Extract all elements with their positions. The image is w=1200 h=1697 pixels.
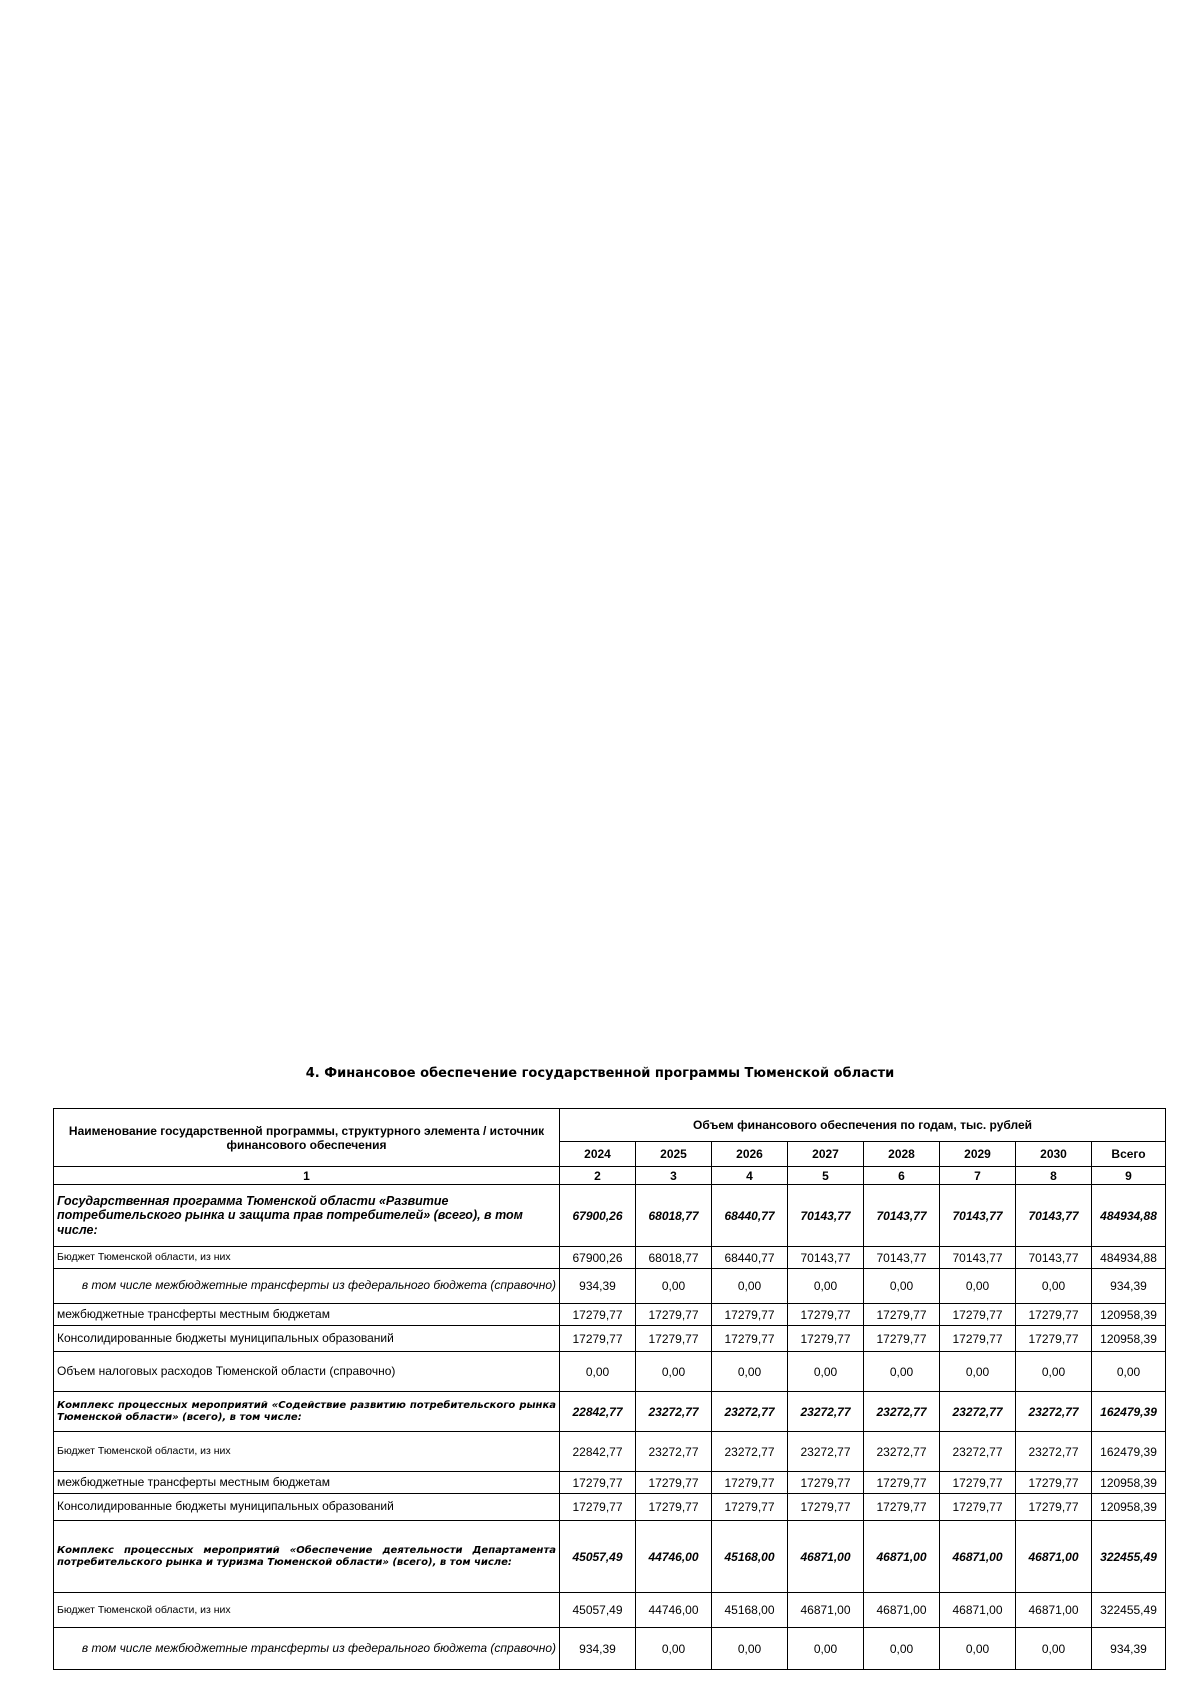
- row-total: 120958,39: [1092, 1472, 1166, 1494]
- row-value: 70143,77: [788, 1247, 864, 1269]
- row-value: 0,00: [940, 1269, 1016, 1304]
- row-value: 17279,77: [712, 1304, 788, 1326]
- column-number: 1: [54, 1167, 560, 1185]
- table-row: [54, 1593, 1166, 1628]
- row-value: 45168,00: [712, 1521, 788, 1593]
- row-value: 70143,77: [864, 1185, 940, 1247]
- header-year: 2024: [560, 1142, 636, 1167]
- row-value: 23272,77: [636, 1392, 712, 1432]
- row-value: 17279,77: [712, 1472, 788, 1494]
- column-number: 5: [788, 1167, 864, 1185]
- header-year: 2028: [864, 1142, 940, 1167]
- row-value: 17279,77: [636, 1326, 712, 1352]
- row-value: 0,00: [940, 1352, 1016, 1392]
- row-name: Бюджет Тюменской области, из них: [54, 1432, 560, 1472]
- row-value: 0,00: [636, 1628, 712, 1670]
- row-value: 70143,77: [1016, 1185, 1092, 1247]
- row-value: 0,00: [1016, 1352, 1092, 1392]
- table-row: [54, 1269, 1166, 1304]
- row-value: 17279,77: [864, 1494, 940, 1521]
- row-value: 17279,77: [864, 1304, 940, 1326]
- row-value: 68018,77: [636, 1185, 712, 1247]
- row-name: Консолидированные бюджеты муниципальных образований: [54, 1494, 560, 1521]
- row-name: в том числе межбюджетные трансферты из федерального бюджета (справочно): [54, 1269, 560, 1304]
- row-value: 17279,77: [864, 1472, 940, 1494]
- table-row: [54, 1521, 1166, 1593]
- row-total: 0,00: [1092, 1352, 1166, 1392]
- financing-table: [53, 1108, 1166, 1670]
- row-value: 70143,77: [940, 1185, 1016, 1247]
- row-value: 17279,77: [788, 1472, 864, 1494]
- row-value: 46871,00: [864, 1593, 940, 1628]
- row-value: 0,00: [788, 1269, 864, 1304]
- row-value: 0,00: [1016, 1269, 1092, 1304]
- row-value: 23272,77: [940, 1432, 1016, 1472]
- row-value: 0,00: [864, 1352, 940, 1392]
- row-value: 0,00: [788, 1352, 864, 1392]
- table-row: [54, 1185, 1166, 1247]
- row-value: 17279,77: [940, 1472, 1016, 1494]
- row-value: 17279,77: [788, 1326, 864, 1352]
- row-total: 120958,39: [1092, 1494, 1166, 1521]
- row-value: 46871,00: [1016, 1521, 1092, 1593]
- row-value: 17279,77: [560, 1472, 636, 1494]
- row-name: Бюджет Тюменской области, из них: [54, 1593, 560, 1628]
- row-value: 934,39: [560, 1628, 636, 1670]
- row-value: 17279,77: [788, 1304, 864, 1326]
- row-value: 23272,77: [788, 1432, 864, 1472]
- row-value: 46871,00: [788, 1521, 864, 1593]
- row-value: 23272,77: [1016, 1392, 1092, 1432]
- row-value: 22842,77: [560, 1392, 636, 1432]
- row-total: 484934,88: [1092, 1185, 1166, 1247]
- row-value: 23272,77: [940, 1392, 1016, 1432]
- row-value: 0,00: [788, 1628, 864, 1670]
- table-row: [54, 1392, 1166, 1432]
- row-total: 934,39: [1092, 1628, 1166, 1670]
- row-name: Комплекс процессных мероприятий «Содействие развитию потребительского рынка Тюменской области» (всего), в том числе:: [54, 1392, 560, 1432]
- row-value: 70143,77: [864, 1247, 940, 1269]
- row-value: 23272,77: [636, 1432, 712, 1472]
- row-value: 46871,00: [940, 1521, 1016, 1593]
- row-value: 46871,00: [1016, 1593, 1092, 1628]
- row-value: 17279,77: [636, 1472, 712, 1494]
- row-value: 23272,77: [864, 1392, 940, 1432]
- row-value: 17279,77: [940, 1326, 1016, 1352]
- row-total: 322455,49: [1092, 1521, 1166, 1593]
- row-value: 17279,77: [636, 1494, 712, 1521]
- table-row: [54, 1247, 1166, 1269]
- row-value: 45168,00: [712, 1593, 788, 1628]
- row-name: межбюджетные трансферты местным бюджетам: [54, 1472, 560, 1494]
- row-value: 23272,77: [712, 1432, 788, 1472]
- row-value: 68440,77: [712, 1247, 788, 1269]
- column-number: 3: [636, 1167, 712, 1185]
- row-value: 17279,77: [1016, 1304, 1092, 1326]
- row-value: 45057,49: [560, 1521, 636, 1593]
- row-value: 17279,77: [1016, 1494, 1092, 1521]
- row-value: 0,00: [712, 1352, 788, 1392]
- row-total: 934,39: [1092, 1269, 1166, 1304]
- row-value: 17279,77: [560, 1326, 636, 1352]
- row-value: 17279,77: [712, 1494, 788, 1521]
- row-value: 0,00: [712, 1269, 788, 1304]
- header-total: Всего: [1092, 1142, 1166, 1167]
- row-value: 70143,77: [788, 1185, 864, 1247]
- table-row: [54, 1432, 1166, 1472]
- table-row: [54, 1326, 1166, 1352]
- row-value: 17279,77: [788, 1494, 864, 1521]
- row-total: 120958,39: [1092, 1304, 1166, 1326]
- row-value: 46871,00: [864, 1521, 940, 1593]
- row-value: 70143,77: [940, 1247, 1016, 1269]
- row-name: межбюджетные трансферты местным бюджетам: [54, 1304, 560, 1326]
- header-year: 2029: [940, 1142, 1016, 1167]
- row-value: 22842,77: [560, 1432, 636, 1472]
- row-value: 0,00: [636, 1352, 712, 1392]
- column-number: 4: [712, 1167, 788, 1185]
- row-value: 17279,77: [1016, 1472, 1092, 1494]
- table-row: [54, 1628, 1166, 1670]
- row-total: 322455,49: [1092, 1593, 1166, 1628]
- column-number: 2: [560, 1167, 636, 1185]
- column-number: 8: [1016, 1167, 1092, 1185]
- table-row: [54, 1304, 1166, 1326]
- row-value: 46871,00: [788, 1593, 864, 1628]
- row-name: Объем налоговых расходов Тюменской области (справочно): [54, 1352, 560, 1392]
- table-row: [54, 1472, 1166, 1494]
- row-value: 44746,00: [636, 1521, 712, 1593]
- row-value: 68440,77: [712, 1185, 788, 1247]
- row-value: 68018,77: [636, 1247, 712, 1269]
- row-value: 17279,77: [940, 1304, 1016, 1326]
- row-value: 17279,77: [1016, 1326, 1092, 1352]
- column-number: 6: [864, 1167, 940, 1185]
- row-value: 934,39: [560, 1269, 636, 1304]
- row-value: 70143,77: [1016, 1247, 1092, 1269]
- row-value: 23272,77: [1016, 1432, 1092, 1472]
- row-total: 162479,39: [1092, 1432, 1166, 1472]
- column-number: 9: [1092, 1167, 1166, 1185]
- row-value: 0,00: [864, 1628, 940, 1670]
- section-title: 4. Финансовое обеспечение государственной программы Тюменской области: [305, 1066, 895, 1081]
- column-number: 7: [940, 1167, 1016, 1185]
- header-year: 2026: [712, 1142, 788, 1167]
- row-name: Комплекс процессных мероприятий «Обеспечение деятельности Департамента потребительского рынка и туризма Тюменской области» (всего), в том числе:: [54, 1521, 560, 1593]
- row-value: 23272,77: [864, 1432, 940, 1472]
- row-value: 0,00: [560, 1352, 636, 1392]
- header-year: 2030: [1016, 1142, 1092, 1167]
- row-value: 17279,77: [864, 1326, 940, 1352]
- table-row: [54, 1494, 1166, 1521]
- row-value: 17279,77: [712, 1326, 788, 1352]
- row-value: 0,00: [940, 1628, 1016, 1670]
- row-name: в том числе межбюджетные трансферты из федерального бюджета (справочно): [54, 1628, 560, 1670]
- row-value: 23272,77: [788, 1392, 864, 1432]
- table-row: [54, 1352, 1166, 1392]
- row-value: 45057,49: [560, 1593, 636, 1628]
- row-total: 120958,39: [1092, 1326, 1166, 1352]
- row-total: 162479,39: [1092, 1392, 1166, 1432]
- row-value: 17279,77: [560, 1304, 636, 1326]
- header-year: 2025: [636, 1142, 712, 1167]
- row-value: 23272,77: [712, 1392, 788, 1432]
- row-name: Консолидированные бюджеты муниципальных образований: [54, 1326, 560, 1352]
- row-value: 0,00: [636, 1269, 712, 1304]
- row-value: 67900,26: [560, 1185, 636, 1247]
- row-total: 484934,88: [1092, 1247, 1166, 1269]
- row-name: Бюджет Тюменской области, из них: [54, 1247, 560, 1269]
- row-value: 17279,77: [636, 1304, 712, 1326]
- row-value: 0,00: [712, 1628, 788, 1670]
- row-value: 44746,00: [636, 1593, 712, 1628]
- row-value: 67900,26: [560, 1247, 636, 1269]
- row-name: Государственная программа Тюменской области «Развитие потребительского рынка и защита прав потребителей» (всего), в том числе:: [54, 1185, 560, 1247]
- header-year: 2027: [788, 1142, 864, 1167]
- row-value: 0,00: [1016, 1628, 1092, 1670]
- row-value: 0,00: [864, 1269, 940, 1304]
- row-value: 17279,77: [940, 1494, 1016, 1521]
- row-value: 17279,77: [560, 1494, 636, 1521]
- header-name-column: Наименование государственной программы, структурного элемента / источник финансового обеспечения: [54, 1109, 560, 1167]
- row-value: 46871,00: [940, 1593, 1016, 1628]
- header-funding-group: Объем финансового обеспечения по годам, тыс. рублей: [560, 1109, 1166, 1142]
